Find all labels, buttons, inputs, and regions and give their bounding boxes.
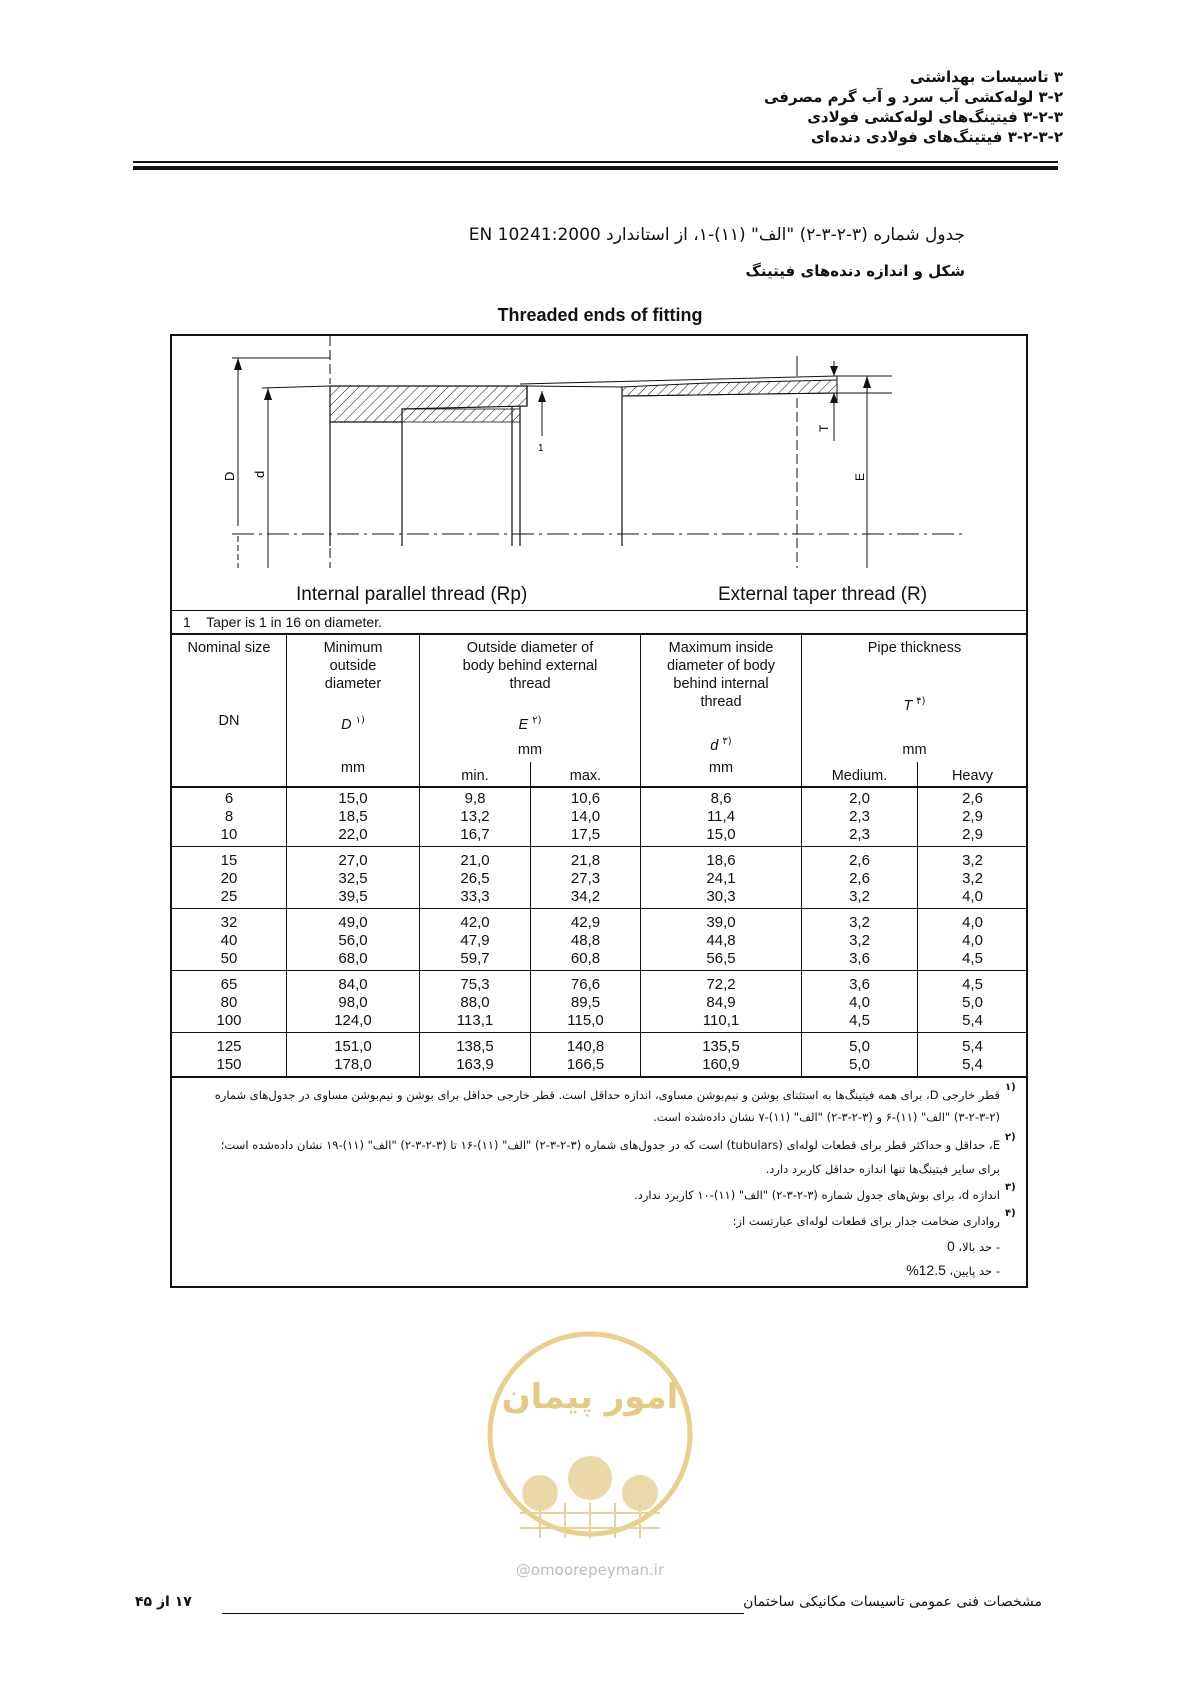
table-cell-Emin: 88,0 [460, 994, 490, 1011]
table-cell-d: 11,4 [706, 808, 736, 825]
page-number [135, 1594, 192, 1610]
group-divider [171, 846, 1027, 847]
table-cell-Tm: 4,5 [849, 1012, 870, 1029]
table-cell-d: 110,1 [702, 1012, 740, 1029]
footnote-4-upper [947, 1238, 1000, 1254]
table-cell-d: 135,5 [702, 1038, 740, 1055]
lower-value: 12.5% [906, 1262, 946, 1278]
hdr-od-behind-sym [420, 712, 640, 734]
footnote-2b: برای سایر فیتینگ‌ها تنها اندازه حداقل کاربرد دارد. [765, 1162, 1000, 1176]
hdr-od-behind: Outside diameter of body behind external thread [462, 640, 598, 692]
sym-E: E [518, 716, 529, 733]
footnote-marker-3: ۳) [1005, 1182, 1016, 1193]
table-cell-Tm: 5,0 [849, 1038, 870, 1055]
page-current: ۱۷ [174, 1594, 192, 1610]
sym-T: T [903, 697, 913, 714]
hdr-od-max: max. [569, 768, 602, 784]
table-cell-Tm: 2,6 [849, 870, 870, 887]
table-cell-Th: 4,5 [962, 976, 983, 993]
table-cell-D: 15,0 [338, 790, 368, 807]
section-heading-1: ۳ تاسیسات بهداشتی [909, 68, 1063, 86]
table-cell-Emin: 47,9 [460, 932, 490, 949]
table-cell-Emax: 115,0 [567, 1012, 604, 1029]
table-cell-Th: 2,6 [962, 790, 983, 807]
hdr-max-id: Maximum inside diameter of body behind internal thread [666, 640, 775, 710]
table-cell-Emin: 26,5 [460, 870, 490, 887]
table-cell-d: 18,6 [706, 852, 736, 869]
divider [171, 633, 1027, 635]
footnote-4: رواداری ضخامت جدار برای قطعات لوله‌ای عبارتست از: [732, 1214, 1000, 1228]
footnote-4-lower [906, 1262, 1000, 1278]
table-cell-Emin: 75,3 [460, 976, 490, 993]
table-cell-Th: 3,2 [962, 852, 983, 869]
footnote-marker-1: ۱) [1005, 1082, 1016, 1093]
table-cell-d: 84,9 [706, 994, 736, 1011]
table-cell-Th: 5,0 [962, 994, 983, 1011]
hdr-medium: Medium. [831, 768, 888, 784]
table-cell-dn: 50 [220, 950, 238, 967]
footnote-marker-4: ۴) [1005, 1208, 1016, 1219]
group-divider [171, 1032, 1027, 1033]
table-caption: جدول شماره (۳-۲-۳-۲) "الف" (۱۱)-۱، از استاندارد EN 10241:2000 [468, 225, 965, 245]
table-cell-dn: 6 [224, 790, 234, 807]
dim-D-label: D [222, 471, 237, 481]
sup-3: ۳) [722, 736, 732, 747]
footnote-marker-2: ۲) [1005, 1132, 1016, 1143]
table-cell-Emin: 163,9 [456, 1056, 494, 1073]
table-cell-dn: 65 [220, 976, 238, 993]
table-cell-d: 8,6 [710, 790, 732, 807]
hdr-thickness-unit: mm [902, 742, 927, 758]
group-divider [171, 908, 1027, 909]
table-cell-Emax: 166,5 [566, 1056, 605, 1073]
label-external-thread: External taper thread (R) [718, 584, 928, 605]
table-cell-Emax: 27,3 [570, 870, 601, 887]
upper-label: - حد بالا، [958, 1240, 1000, 1254]
footer-rule [222, 1613, 744, 1614]
dim-d-label: d [252, 470, 267, 478]
table-cell-dn: 10 [220, 826, 238, 843]
hdr-nominal: Nominal size [187, 640, 271, 656]
page-total: ۴۵ [135, 1594, 153, 1610]
footer-title: مشخصات فنی عمومی تاسیسات مکانیکی ساختمان [743, 1594, 1042, 1610]
taper-note: 1 Taper is 1 in 16 on diameter. [183, 614, 382, 630]
table-cell-Emax: 76,6 [570, 976, 601, 993]
table-cell-Th: 2,9 [962, 826, 983, 843]
hdr-od-behind-unit: mm [517, 742, 543, 758]
sup-4: ۴) [916, 696, 926, 707]
table-cell-d: 72,2 [706, 976, 736, 993]
label-internal-thread: Internal parallel thread (Rp) [296, 584, 528, 605]
table-cell-D: 32,5 [338, 870, 368, 887]
sup-2: ۲) [532, 715, 542, 726]
table-cell-d: 160,9 [702, 1056, 740, 1073]
table-cell-dn: 100 [216, 1012, 242, 1029]
table-cell-Emax: 14,0 [570, 808, 601, 825]
hdr-max-id-sym [641, 733, 801, 755]
hdr-min-od: Minimum outside diameter [323, 640, 383, 692]
footnote-2a: E، حداقل و حداکثر قطر برای قطعات لوله‌ای (tubulars) است که در جدول‌های شماره (۳-۲-۳-۲) "الف" (۱۱)-۱۶ تا (۳-۲-۳-۲) "الف" (۱۱)-۱۹ نشان داده‌شده است؛ [220, 1138, 1000, 1152]
table-cell-Tm: 2,3 [849, 808, 870, 825]
sym-d: d [710, 737, 719, 754]
table-cell-Th: 4,0 [962, 888, 983, 905]
table-cell-Th: 4,5 [962, 950, 983, 967]
footnote-3: اندازه d، برای بوش‌های جدول شماره (۳-۲-۳-۲) "الف" (۱۱)-۱۰ کاربرد ندارد. [634, 1188, 1000, 1202]
table-cell-Emax: 48,8 [570, 932, 601, 949]
table-cell-Emax: 17,5 [570, 826, 601, 843]
table-cell-d: 44,8 [706, 932, 736, 949]
table-cell-Tm: 2,3 [849, 826, 870, 843]
table-cell-Emin: 33,3 [460, 888, 490, 905]
table-cell-d: 39,0 [706, 914, 736, 931]
hdr-heavy: Heavy [951, 768, 994, 784]
thread-diagram [172, 336, 1026, 576]
table-cell-Emax: 34,2 [570, 888, 601, 905]
table-cell-Emin: 9,8 [464, 790, 486, 807]
watermark-url: @omoorepeyman.ir [515, 1561, 665, 1579]
table-cell-Emin: 13,2 [460, 808, 490, 825]
table-cell-Emax: 89,5 [570, 994, 601, 1011]
table-cell-Tm: 2,6 [849, 852, 870, 869]
table-cell-dn: 25 [220, 888, 238, 905]
table-cell-D: 22,0 [338, 826, 368, 843]
table-cell-D: 68,0 [338, 950, 368, 967]
dim-1-label: 1 [538, 443, 544, 454]
table-cell-Emax: 10,6 [570, 790, 601, 807]
table-cell-dn: 8 [224, 808, 234, 825]
hdr-nominal-sym: DN [218, 713, 240, 729]
table-cell-d: 15,0 [706, 826, 736, 843]
watermark-logo-text: امور پیمان [501, 1377, 679, 1417]
table-cell-dn: 32 [220, 914, 238, 931]
table-cell-Tm: 3,6 [849, 976, 870, 993]
table-cell-Emin: 42,0 [460, 914, 490, 931]
table-cell-Emin: 113,1 [456, 1012, 494, 1029]
header-rule-thin [133, 161, 1058, 163]
table-cell-D: 124,0 [334, 1012, 372, 1029]
lower-label: - حد پایین، [949, 1264, 1000, 1278]
table-cell-dn: 80 [220, 994, 238, 1011]
table-cell-Emin: 21,0 [460, 852, 490, 869]
table-cell-Th: 5,4 [962, 1038, 983, 1055]
table-cell-D: 98,0 [338, 994, 368, 1011]
table-cell-dn: 15 [220, 852, 238, 869]
figure-title: Threaded ends of fitting [497, 305, 703, 325]
watermark-logo [480, 1318, 700, 1550]
table-cell-Th: 3,2 [962, 870, 983, 887]
table-cell-Emax: 140,8 [566, 1038, 605, 1055]
page-of: از [156, 1594, 170, 1610]
table-cell-dn: 40 [220, 932, 238, 949]
table-cell-Tm: 3,6 [849, 950, 870, 967]
table-cell-D: 49,0 [338, 914, 368, 931]
table-cell-Tm: 3,2 [849, 932, 870, 949]
hdr-min-od-sym [287, 712, 419, 734]
table-cell-Tm: 4,0 [849, 994, 870, 1011]
section-heading-2: ۳-۲ لوله‌کشی آب سرد و آب گرم مصرفی [763, 88, 1063, 106]
hdr-min-od-unit: mm [340, 760, 366, 776]
table-cell-dn: 150 [216, 1056, 242, 1073]
group-divider [171, 970, 1027, 971]
table-cell-Tm: 2,0 [849, 790, 870, 807]
hdr-max-id-unit: mm [708, 760, 734, 776]
table-cell-d: 30,3 [706, 888, 736, 905]
sym-D: D [341, 716, 352, 733]
table-cell-D: 84,0 [338, 976, 368, 993]
table-cell-Th: 5,4 [962, 1056, 983, 1073]
row-line [171, 1076, 1027, 1078]
hdr-thickness-sym [802, 693, 1027, 715]
table-cell-Th: 5,4 [962, 1012, 983, 1029]
table-cell-d: 56,5 [706, 950, 736, 967]
upper-value: 0 [946, 1238, 955, 1254]
table-cell-D: 178,0 [334, 1056, 372, 1073]
table-cell-Th: 4,0 [962, 932, 983, 949]
table-cell-Emax: 60,8 [570, 950, 601, 967]
dim-E-label: E [853, 472, 867, 481]
table-cell-d: 24,1 [706, 870, 736, 887]
hdr-thickness: Pipe thickness [867, 640, 962, 656]
section-heading-3: ۳-۲-۳ فیتینگ‌های لوله‌کشی فولادی [807, 108, 1063, 126]
table-cell-D: 18,5 [338, 808, 368, 825]
table-cell-dn: 20 [220, 870, 238, 887]
internal-thread-zone [402, 409, 520, 422]
table-cell-D: 27,0 [338, 852, 368, 869]
table-cell-D: 39,5 [338, 888, 368, 905]
table-subcaption: شکل و اندازه دنده‌های فیتینگ [745, 262, 965, 280]
header-rule-thick [133, 166, 1058, 170]
divider [171, 610, 1027, 611]
table-cell-Tm: 3,2 [849, 888, 870, 905]
sup-1: ۱) [355, 715, 365, 726]
hdr-od-min: min. [461, 768, 489, 784]
table-cell-Tm: 5,0 [849, 1056, 870, 1073]
table-cell-D: 151,0 [334, 1038, 372, 1055]
table-cell-Th: 2,9 [962, 808, 983, 825]
section-heading-4: ۳-۲-۳-۲ فیتینگ‌های فولادی دنده‌ای [810, 128, 1063, 146]
table-cell-D: 56,0 [338, 932, 368, 949]
table-cell-Emin: 16,7 [460, 826, 490, 843]
table-cell-Emax: 21,8 [570, 852, 601, 869]
dim-T-label: T [817, 424, 831, 432]
footnote-1b: (۳-۲-۳-۲) "الف" (۱۱)-۶ و (۳-۲-۳-۲) "الف" (۱۱)-۷ نشان داده‌شده است. [653, 1110, 1000, 1124]
table-cell-Emin: 138,5 [456, 1038, 494, 1055]
footnote-1a: قطر خارجی D، برای همه فیتینگ‌ها به استثنای بوشن و نیم‌بوشن مساوی، اندازه حداقل است. قطر خارجی حداقل برای بوشن و نیم‌بوشن مساوی در جدول‌های شماره [214, 1088, 1000, 1102]
table-cell-Emax: 42,9 [570, 914, 601, 931]
table-cell-Tm: 3,2 [849, 914, 870, 931]
table-cell-dn: 125 [216, 1038, 242, 1055]
table-cell-Emin: 59,7 [460, 950, 490, 967]
row-line [171, 786, 1027, 788]
table-cell-Th: 4,0 [962, 914, 983, 931]
